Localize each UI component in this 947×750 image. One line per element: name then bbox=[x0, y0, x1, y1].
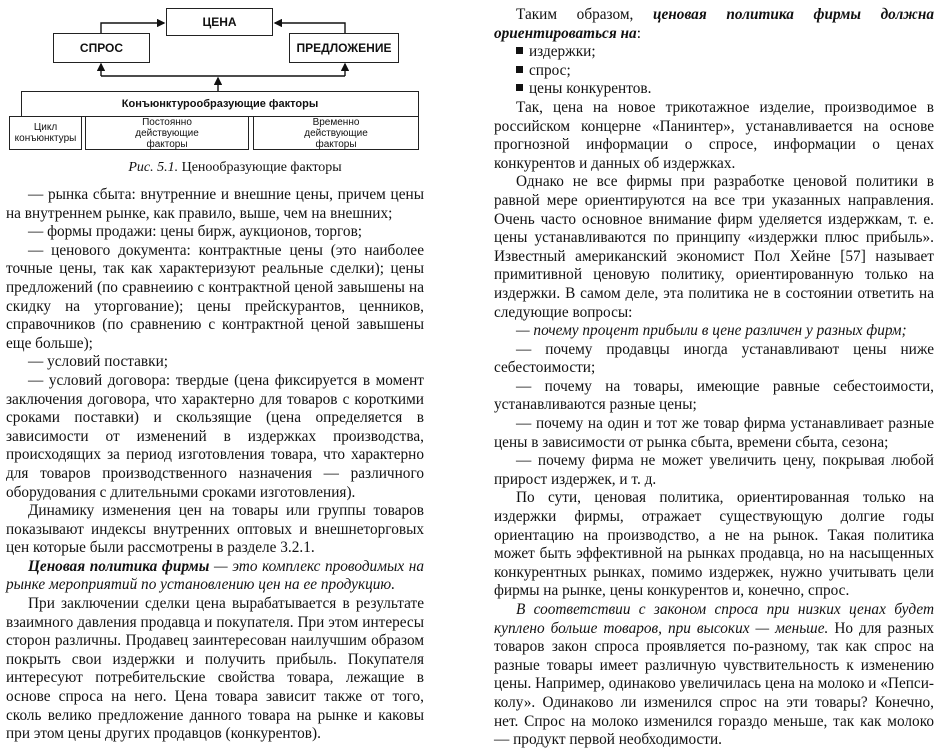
square-bullet-icon bbox=[516, 66, 523, 73]
paragraph: Однако не все фирмы при разработке ценовой политики в равной мере ориентируются на все три указанных направления. Очень часто основное внимание фирм уделяется издержкам, т. е. цены устанавливаются по принципу «издержки плюс прибыль». Известный американский экономист Пол Хейне [57] называет примитивной ценовую политику, ориентированную только на издержки. В самом деле, эта политика не в состоянии ответить на следующие вопросы: bbox=[494, 173, 934, 321]
paragraph: — ценового документа: контрактные цены (это наиболее точные цены, так как характеризуют реальные сделки); цены предложений (по сравнеиию с контрактной ценой завышены на скидку на уторгование); цены прейскурантов, ценников, справочников (по сравнению с контрактной ценой завышены еще больше); bbox=[6, 241, 424, 352]
paragraph: Динамику изменения цен на товары или группы товаров показывают индексы внутренних оптовых и внешнеторговых цен которые были рассмотрены в разделе 3.2.1. bbox=[6, 502, 424, 557]
paragraph: — условий договора: твердые (цена фиксируется в момент заключения договора, что характерно для товаров с короткими сроками поставки) и скользящие (цена определяется в зависимости от изменений в издержках производства, происходящих за период изготовления товара, что характерно для товаров производственного назначения — различного оборудования с длительными сроками изготовления). bbox=[6, 371, 424, 501]
list-item bbox=[494, 43, 934, 62]
emphasis: ценовая политика фирмы должна ориентироваться на bbox=[494, 6, 934, 42]
question-item: — почему продавцы иногда устанавливают цены ниже себестоимости; bbox=[494, 340, 934, 377]
paragraph: Так, цена на новое трикотажное изделие, производимое в российском концерне «Панинтер», устанавливается на основе прогнозной информации о спросе, информации о ценах конкурентов и данных об издержках. bbox=[494, 98, 934, 172]
box-price: ЦЕНА bbox=[166, 8, 273, 36]
definition-paragraph bbox=[6, 558, 424, 595]
definition-term: Ценовая политика фирмы bbox=[28, 557, 210, 575]
text-span: Таким образом, bbox=[516, 6, 653, 23]
paragraph: По сути, ценовая политика, ориентированная только на издержки фирмы, отражает существующую долгие годы ориентацию на производство, а не на рынок. Такая политика может быть эффективной на рынках продавца, но на насыщенных конкурентных рынках, помимо издержек, нужно учитывать цели фирмы на рынке, цены конкурентов и, конечно, спрос. bbox=[494, 489, 934, 600]
square-bullet-icon bbox=[516, 47, 523, 54]
list-item-text: цены конкурентов. bbox=[529, 80, 652, 98]
box-market-factors: Конъюнктурообразующие факторы bbox=[21, 91, 419, 117]
box-cycle: Цикл конъюнктуры bbox=[9, 116, 82, 150]
text-span: : bbox=[636, 24, 641, 42]
question-item: — почему фирма не может увеличить цену, покрывая любой прирост издержек, и т. д. bbox=[494, 452, 934, 488]
paragraph: При заключении сделки цена вырабатывается в результате взаимного давления продавца и покупателя. При этом интересы сторон различны. Продавец заинтересован наилучшим образом покрыть свои издержки и получить прибыль. Покупателя интересуют потребительские свойства товара, лежащие в основе спроса на него. Цена товара зависит также от того, сколь велико предложение данного товара на рынке и каковы при этом цены других продавцов (конкурентов). bbox=[6, 595, 424, 743]
question-item: — почему процент прибыли в цене различен у разных фирм; bbox=[516, 322, 907, 340]
box-supply: ПРЕДЛОЖЕНИЕ bbox=[289, 33, 399, 63]
right-column bbox=[494, 6, 934, 750]
question-item: — почему на товары, имеющие равные себестоимости, устанавливаются разные цены; bbox=[494, 377, 934, 414]
box-temporary-factors: Временно действующие факторы bbox=[253, 116, 419, 150]
list-item bbox=[494, 80, 934, 99]
caption-text: Ценообразующие факторы bbox=[178, 160, 342, 175]
list-item bbox=[494, 62, 934, 81]
definition-text: — это комплекс проводимых на рынке мероприятий по установлению цен на ее продукцию. bbox=[6, 557, 424, 594]
text-span: Но для разных товаров закон спроса проявляется по-разному, так как спрос на разные товары имеет различную чувствительность к изменению цены. Например, одинаково увеличилась цена на молоко и «Пепси-колу». Одинаково ли изменился спрос на эти товары? Конечно, нет. Спрос на молоко изменился гораздо меньше, так как молоко — продукт первой необходимости. bbox=[494, 619, 934, 749]
price-factors-diagram bbox=[0, 0, 470, 160]
figure-caption bbox=[0, 160, 470, 176]
question-item: — почему на один и тот же товар фирма устанавливает разные цены в зависимости от рынка сбыта, времени сбыта, сезона; bbox=[494, 415, 934, 451]
paragraph: — формы продажи: цены бирж, аукционов, торгов; bbox=[28, 223, 363, 241]
list-item-text: издержки; bbox=[529, 43, 596, 61]
box-demand: СПРОС bbox=[53, 33, 150, 63]
paragraph bbox=[494, 601, 934, 750]
left-column bbox=[6, 186, 424, 744]
paragraph: — рынка сбыта: внутренние и внешние цены, причем цены на внутреннем рынке, как правило, выше, чем на внешних; bbox=[6, 186, 424, 222]
paragraph bbox=[494, 6, 934, 43]
caption-label: Рис. 5.1. bbox=[128, 160, 179, 175]
list-item-text: спрос; bbox=[529, 61, 571, 79]
emphasis: В соответствии с законом спроса при низких ценах будет куплено больше товаров, при высоких — меньше. bbox=[494, 601, 934, 637]
paragraph: — условий поставки; bbox=[28, 353, 169, 371]
square-bullet-icon bbox=[516, 84, 523, 91]
box-permanent-factors: Постоянно действующие факторы bbox=[85, 116, 249, 150]
